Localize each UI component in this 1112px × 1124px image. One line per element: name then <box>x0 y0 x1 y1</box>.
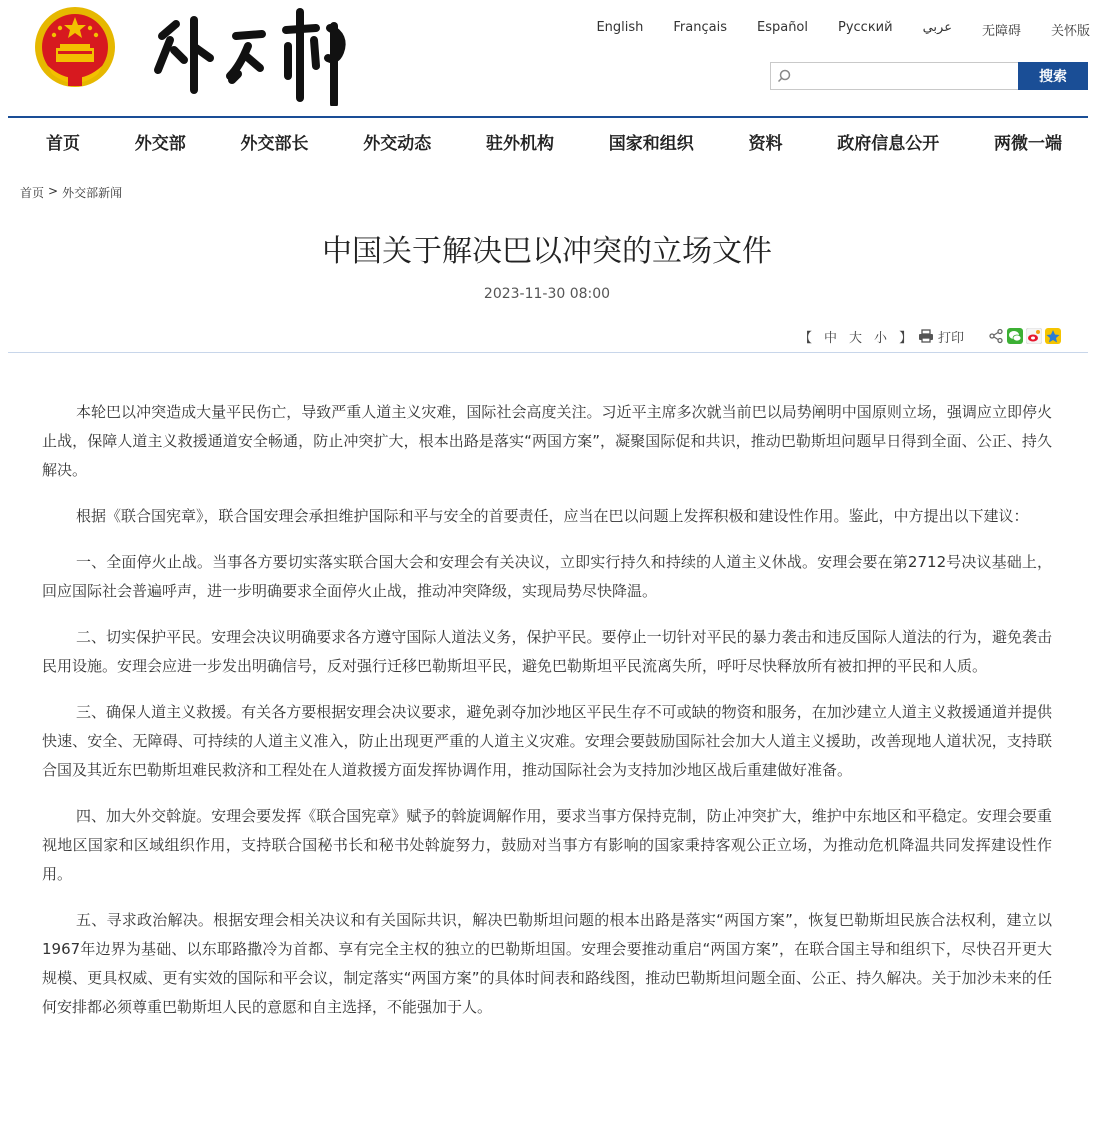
ministry-calligraphy-logo[interactable] <box>150 6 360 106</box>
lang-french[interactable]: Français <box>673 20 727 35</box>
qzone-icon[interactable] <box>1045 328 1061 344</box>
printer-icon <box>918 329 934 343</box>
nav-diplomatic-news[interactable]: 外交动态 <box>363 133 432 154</box>
breadcrumb <box>20 184 122 201</box>
font-size-selector <box>793 326 918 346</box>
paragraph: 二、切实保护平民。安理会决议明确要求各方遵守国际人道法义务，保护平民。要停止一切针对平民的暴力袭击和违反国际人道法的行为，避免袭击民用设施。安理会应进一步发出明确信号，反对强行迁移巴勒斯坦平民，避免巴勒斯坦平民流离失所，呼吁尽快释放所有被扣押的平民和人质。 <box>42 628 1052 675</box>
paragraph: 四、加大外交斡旋。安理会要发挥《联合国宪章》赋予的斡旋调解作用，要求当事方保持克制，防止冲突扩大，维护中东地区和平稳定。安理会要重视地区国家和区域组织作用，支持联合国秘书长和秘书处斡旋努力，鼓励对当事方有影响的国家秉持客观公正立场，为推动危机降温共同发挥建设性作用。 <box>42 807 1052 883</box>
publish-date: 2023-11-30 08:00 <box>483 286 611 302</box>
nav-ministry[interactable]: 外交部 <box>134 133 186 154</box>
national-emblem-icon[interactable] <box>34 4 116 90</box>
paragraph: 三、确保人道主义救援。有关各方要根据安理会决议要求，避免剥夺加沙地区平民生存不可或缺的物资和服务，在加沙建立人道主义救援通道并提供快速、安全、无障碍、可持续的人道主义准入，防止出现更严重的人道主义灾难。安理会要鼓励国际社会加大人道主义援助，改善现地人道状况，支持联合国及其近东巴勒斯坦难民救济和工程处在人道救援方面发挥协调作用，推动国际社会为支持加沙地区战后重建做好准备。 <box>42 703 1052 779</box>
lang-spanish[interactable]: Español <box>756 20 808 35</box>
print-label: 打印 <box>938 330 965 346</box>
paragraph: 根据《联合国宪章》，联合国安理会承担维护国际和平与安全的首要责任，应当在巴以问题上发挥积极和建设性作用。鉴此，中方提出以下建议： <box>76 507 1029 525</box>
search-input[interactable] <box>791 64 1011 88</box>
article-body <box>42 398 1052 1039</box>
search-icon <box>777 69 791 83</box>
main-nav <box>8 118 1088 164</box>
weibo-icon[interactable] <box>1026 328 1042 344</box>
lang-english[interactable]: English <box>596 20 644 35</box>
search-button[interactable]: 搜索 <box>1018 62 1088 90</box>
breadcrumb-section[interactable]: 外交部新闻 <box>62 186 123 200</box>
breadcrumb-home[interactable]: 首页 <box>20 186 45 200</box>
nav-home[interactable]: 首页 <box>46 133 80 154</box>
nav-social-media[interactable]: 两微一端 <box>994 133 1062 154</box>
search-box <box>770 62 1018 90</box>
accessibility-link[interactable]: 无障碍 <box>981 24 1021 39</box>
wechat-icon[interactable] <box>1007 328 1023 344</box>
page-title: 中国关于解决巴以冲突的立场文件 <box>322 234 772 269</box>
font-size-large[interactable]: 中 <box>824 330 838 346</box>
print-button[interactable] <box>918 326 964 346</box>
share-icon[interactable] <box>988 328 1004 344</box>
nav-resources[interactable]: 资料 <box>748 133 783 154</box>
font-size-small[interactable]: 小 <box>874 330 888 346</box>
nav-minister[interactable]: 外交部长 <box>240 133 309 154</box>
toolbar-divider <box>8 352 1088 353</box>
elderly-care-link[interactable]: 关怀版 <box>1050 24 1090 39</box>
nav-government-info[interactable]: 政府信息公开 <box>837 133 940 154</box>
bracket-open: 【 <box>799 330 813 346</box>
nav-countries-organizations[interactable]: 国家和组织 <box>608 133 694 154</box>
language-bar <box>596 20 1090 39</box>
font-size-medium[interactable]: 大 <box>849 330 863 346</box>
paragraph: 一、全面停火止战。当事各方要切实落实联合国大会和安理会有关决议，立即实行持久和持续的人道主义休战。安理会要在第2712号决议基础上，回应国际社会普遍呼声，进一步明确要求全面停火止战，推动冲突降级，实现局势尽快降温。 <box>42 553 1052 600</box>
paragraph: 本轮巴以冲突造成大量平民伤亡，导致严重人道主义灾难，国际社会高度关注。习近平主席多次就当前巴以局势阐明中国原则立场，强调应立即停火止战，保障人道主义救援通道安全畅通，防止冲突扩大，根本出路是落实“两国方案”，凝聚国际促和共识，推动巴勒斯坦问题早日得到全面、公正、持久解决。 <box>42 403 1052 479</box>
search-bar <box>770 62 1090 90</box>
site-header <box>0 0 1112 118</box>
bracket-close: 】 <box>899 330 913 346</box>
share-bar <box>988 326 1061 346</box>
lang-arabic[interactable]: عربي <box>922 20 952 35</box>
nav-missions-abroad[interactable]: 驻外机构 <box>486 133 554 154</box>
lang-russian[interactable]: Русский <box>838 20 893 35</box>
paragraph: 五、寻求政治解决。根据安理会相关决议和有关国际共识，解决巴勒斯坦问题的根本出路是落实“两国方案”，恢复巴勒斯坦民族合法权利，建立以1967年边界为基础、以东耶路撒冷为首都、享有完全主权的独立的巴勒斯坦国。安理会要推动重启“两国方案”，在联合国主导和组织下，尽快召开更大规模、更具权威、更有实效的国际和平会议，制定落实“两国方案”的具体时间表和路线图，推动巴勒斯坦问题全面、公正、持久解决。关于加沙未来的任何安排都必须尊重巴勒斯坦人民的意愿和自主选择，不能强加于人。 <box>42 911 1052 1016</box>
breadcrumb-separator: > <box>48 184 59 198</box>
